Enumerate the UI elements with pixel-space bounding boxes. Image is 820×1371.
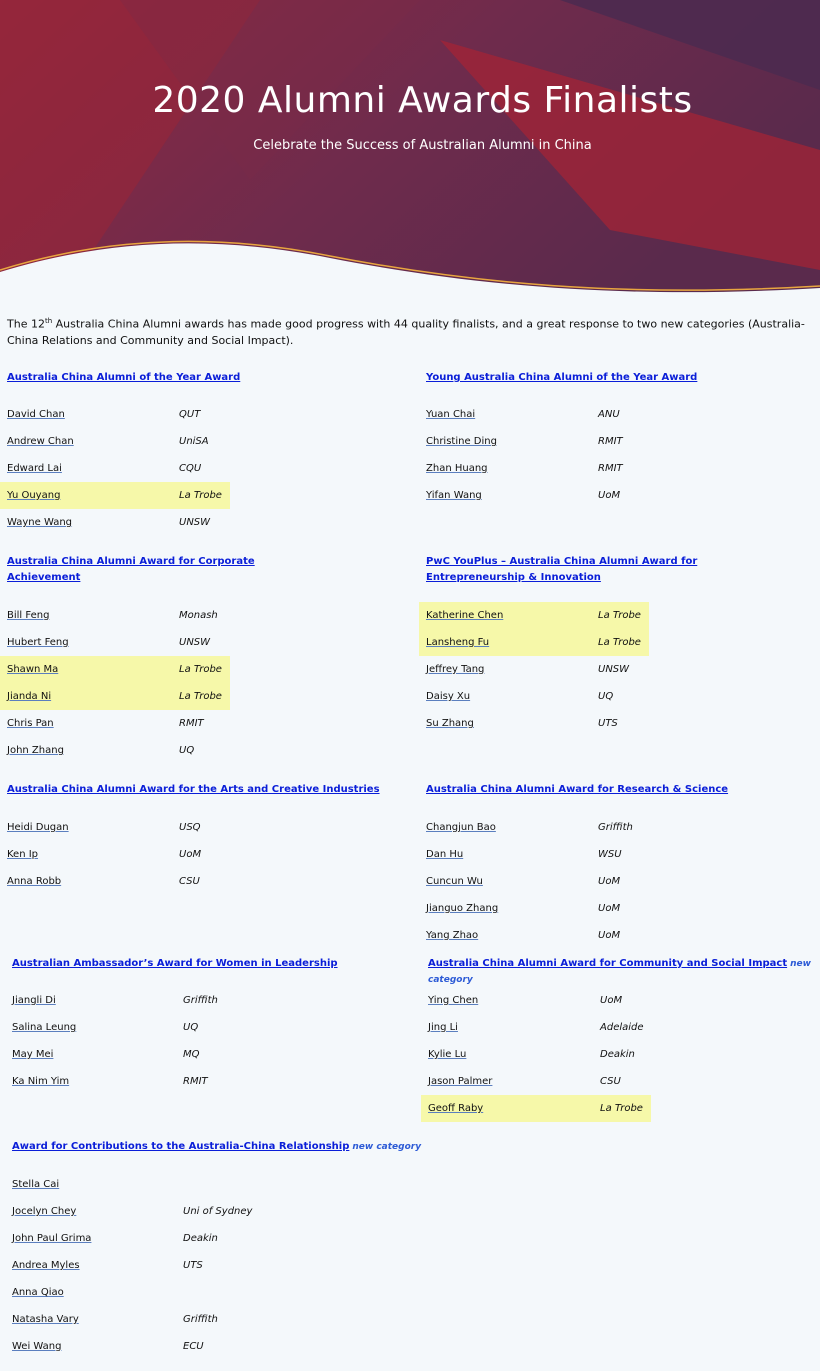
category-title [7,370,240,386]
intro-text-before: The 12 [7,317,45,331]
intro-paragraph [7,313,819,349]
finalist-row [419,455,649,482]
finalist-name-link[interactable]: Ka Nim Yim [12,1076,70,1087]
finalist-name-link[interactable]: Changjun Bao [426,822,496,833]
finalist-row [5,1306,235,1333]
finalist-name-link[interactable]: Yifan Wang [426,490,482,501]
finalist-row [419,814,649,841]
finalist-row [5,1279,235,1306]
finalist-name-link[interactable]: Kylie Lu [428,1049,467,1060]
finalist-row [421,1014,651,1041]
finalist-university: Monash [179,610,218,621]
finalist-row [0,602,230,629]
finalist-row [421,1095,651,1122]
finalist-row [0,814,230,841]
finalist-name-link[interactable]: Jocelyn Chey [12,1206,77,1217]
finalist-name-link[interactable]: John Zhang [7,745,64,756]
finalist-university: USQ [179,822,201,833]
finalist-row [419,710,649,737]
category-title [12,1139,421,1155]
finalist-name-link[interactable]: Heidi Dugan [7,822,69,833]
finalist-row [5,1333,235,1360]
finalist-row [5,1068,235,1095]
finalist-row [5,1198,253,1225]
finalist-row [421,1041,651,1068]
finalist-university: CSU [179,876,200,887]
finalist-row [419,629,649,656]
finalist-row [0,482,230,509]
category-link[interactable]: Australian Ambassador’s Award for Women in Leadership [12,958,338,969]
finalist-university: RMIT [179,718,204,729]
finalist-name-link[interactable]: Katherine Chen [426,610,504,621]
finalist-name-link[interactable]: Chris Pan [7,718,54,729]
finalist-name-link[interactable]: Natasha Vary [12,1314,79,1325]
category-title [7,782,380,798]
finalist-university: Adelaide [600,1022,644,1033]
finalist-university: ECU [183,1341,204,1352]
finalist-name-link[interactable]: Anna Robb [7,876,62,887]
finalist-name-link[interactable]: Shawn Ma [7,664,59,675]
finalist-row [0,509,230,536]
finalist-row [0,841,230,868]
category-title [426,554,786,586]
finalist-name-link[interactable]: Jason Palmer [428,1076,493,1087]
finalist-row [0,868,230,895]
finalist-name-link[interactable]: Wayne Wang [7,517,73,528]
finalist-row [419,922,649,949]
finalist-university: UoM [600,995,623,1006]
finalist-row [419,602,649,629]
category-title [426,370,697,386]
finalist-name-link[interactable]: Salina Leung [12,1022,77,1033]
finalist-row [5,1041,235,1068]
finalist-row [0,710,230,737]
finalist-name-link[interactable]: Yuan Chai [426,409,476,420]
category-link[interactable]: Young Australia China Alumni of the Year Award [426,372,698,383]
finalist-name-link[interactable]: Bill Feng [7,610,50,621]
finalist-name-link[interactable]: Christine Ding [426,436,497,447]
finalist-name-link[interactable]: Jianguo Zhang [426,903,499,914]
finalist-university: UoM [179,849,202,860]
finalist-university: UNSW [598,664,630,675]
finalist-row [0,629,230,656]
finalist-university: La Trobe [179,664,222,675]
finalist-university: UoM [598,490,621,501]
finalist-row [0,455,230,482]
finalist-row [419,656,649,683]
finalist-university: Uni of Sydney [183,1206,253,1217]
finalist-name-link[interactable]: Hubert Feng [7,637,69,648]
finalist-row [5,1014,235,1041]
category-title [12,956,338,972]
finalist-row [0,401,230,428]
finalist-row [5,1171,235,1198]
finalist-university: UTS [598,718,618,729]
new-category-badge: new category [352,1142,422,1152]
finalist-name-link[interactable]: Geoff Raby [428,1103,484,1114]
finalist-university: La Trobe [598,637,641,648]
category-link[interactable]: Australia China Alumni Award for Community and Social Impact [428,958,788,969]
finalist-university: UQ [183,1022,199,1033]
finalist-row [0,428,230,455]
finalist-name-link[interactable]: Stella Cai [12,1179,60,1190]
finalist-name-link[interactable]: May Mei [12,1049,54,1060]
page-subtitle: Celebrate the Success of Australian Alumni in China [253,138,592,153]
finalist-name-link[interactable]: John Paul Grima [12,1233,92,1244]
finalist-row [5,1225,235,1252]
finalist-name-link[interactable]: David Chan [7,409,65,420]
finalist-university: La Trobe [179,490,222,501]
finalist-row [419,428,649,455]
finalist-university: UQ [179,745,195,756]
category-title [426,782,728,798]
finalist-name-link[interactable]: Anna Qiao [12,1287,64,1298]
finalist-name-link[interactable]: Zhan Huang [426,463,488,474]
finalist-name-link[interactable]: Cuncun Wu [426,876,483,887]
finalist-university: Griffith [598,822,633,833]
finalist-university: Griffith [183,1314,218,1325]
finalist-university: UNSW [179,637,211,648]
finalist-university: Deakin [600,1049,635,1060]
intro-text-after: Australia China Alumni awards has made good progress with 44 quality finalists, and a great response to two new categories (Australia-China Relations and Community and Social Impact). [7,317,805,347]
finalist-name-link[interactable]: Andrea Myles [12,1260,80,1271]
hero-banner [0,0,820,300]
finalist-row [5,1252,235,1279]
category-link[interactable]: Australia China Alumni Award for the Arts and Creative Industries [7,784,380,795]
finalist-name-link[interactable]: Su Zhang [426,718,474,729]
finalist-row [421,1068,651,1095]
finalist-row [0,737,230,764]
category-link[interactable]: Australia China Alumni Award for Research & Science [426,784,729,795]
category-title [7,554,307,586]
finalist-row [419,482,649,509]
finalist-university: Griffith [183,995,218,1006]
finalist-name-link[interactable]: Wei Wang [12,1341,62,1352]
finalist-row [419,841,649,868]
finalist-name-link[interactable]: Jing Li [428,1022,458,1033]
finalist-university: RMIT [598,436,623,447]
finalist-name-link[interactable]: Yu Ouyang [7,490,61,501]
finalist-row [419,401,649,428]
finalist-name-link[interactable]: Jianda Ni [7,691,52,702]
category-link[interactable]: Award for Contributions to the Australia-China Relationship [12,1141,350,1152]
finalist-university: UoM [598,903,621,914]
finalist-name-link[interactable]: Dan Hu [426,849,464,860]
finalist-university: QUT [179,409,201,420]
finalist-row [419,683,649,710]
finalist-name-link[interactable]: Yang Zhao [426,930,479,941]
finalist-name-link[interactable]: Ken Ip [7,849,39,860]
finalist-row [0,683,230,710]
finalist-university: UoM [598,876,621,887]
finalist-university: WSU [598,849,622,860]
intro-superscript: th [44,317,53,325]
category-link[interactable]: Australia China Alumni Award for Corporate Achievement [7,556,255,583]
finalist-university: RMIT [183,1076,208,1087]
finalist-name-link[interactable]: Jeffrey Tang [426,664,485,675]
finalist-name-link[interactable]: Andrew Chan [7,436,74,447]
finalist-university: UQ [598,691,614,702]
new-category-badge: new category [428,959,811,985]
finalist-university: Deakin [183,1233,218,1244]
finalist-row [421,987,651,1014]
finalist-name-link[interactable]: Ying Chen [428,995,479,1006]
category-title [428,956,820,988]
finalist-row [5,987,235,1014]
finalist-name-link[interactable]: Lansheng Fu [426,637,490,648]
page-title: 2020 Alumni Awards Finalists [152,80,693,121]
finalist-name-link[interactable]: Jiangli Di [12,995,56,1006]
finalist-university: RMIT [598,463,623,474]
finalist-university: La Trobe [598,610,641,621]
finalist-university: La Trobe [600,1103,643,1114]
finalist-university: ANU [598,409,620,420]
finalist-university: MQ [183,1049,200,1060]
finalist-university: UoM [598,930,621,941]
finalist-university: UTS [183,1260,203,1271]
finalist-university: La Trobe [179,691,222,702]
finalist-university: UNSW [179,517,211,528]
finalist-university: UniSA [179,436,209,447]
finalist-row [0,656,230,683]
finalist-university: CSU [600,1076,621,1087]
finalist-name-link[interactable]: Edward Lai [7,463,62,474]
finalist-university: CQU [179,463,202,474]
category-link[interactable]: PwC YouPlus – Australia China Alumni Award for Entrepreneurship & Innovation [426,556,698,583]
finalist-row [419,868,649,895]
finalist-row [419,895,649,922]
category-link[interactable]: Australia China Alumni of the Year Award [7,372,241,383]
finalist-name-link[interactable]: Daisy Xu [426,691,471,702]
